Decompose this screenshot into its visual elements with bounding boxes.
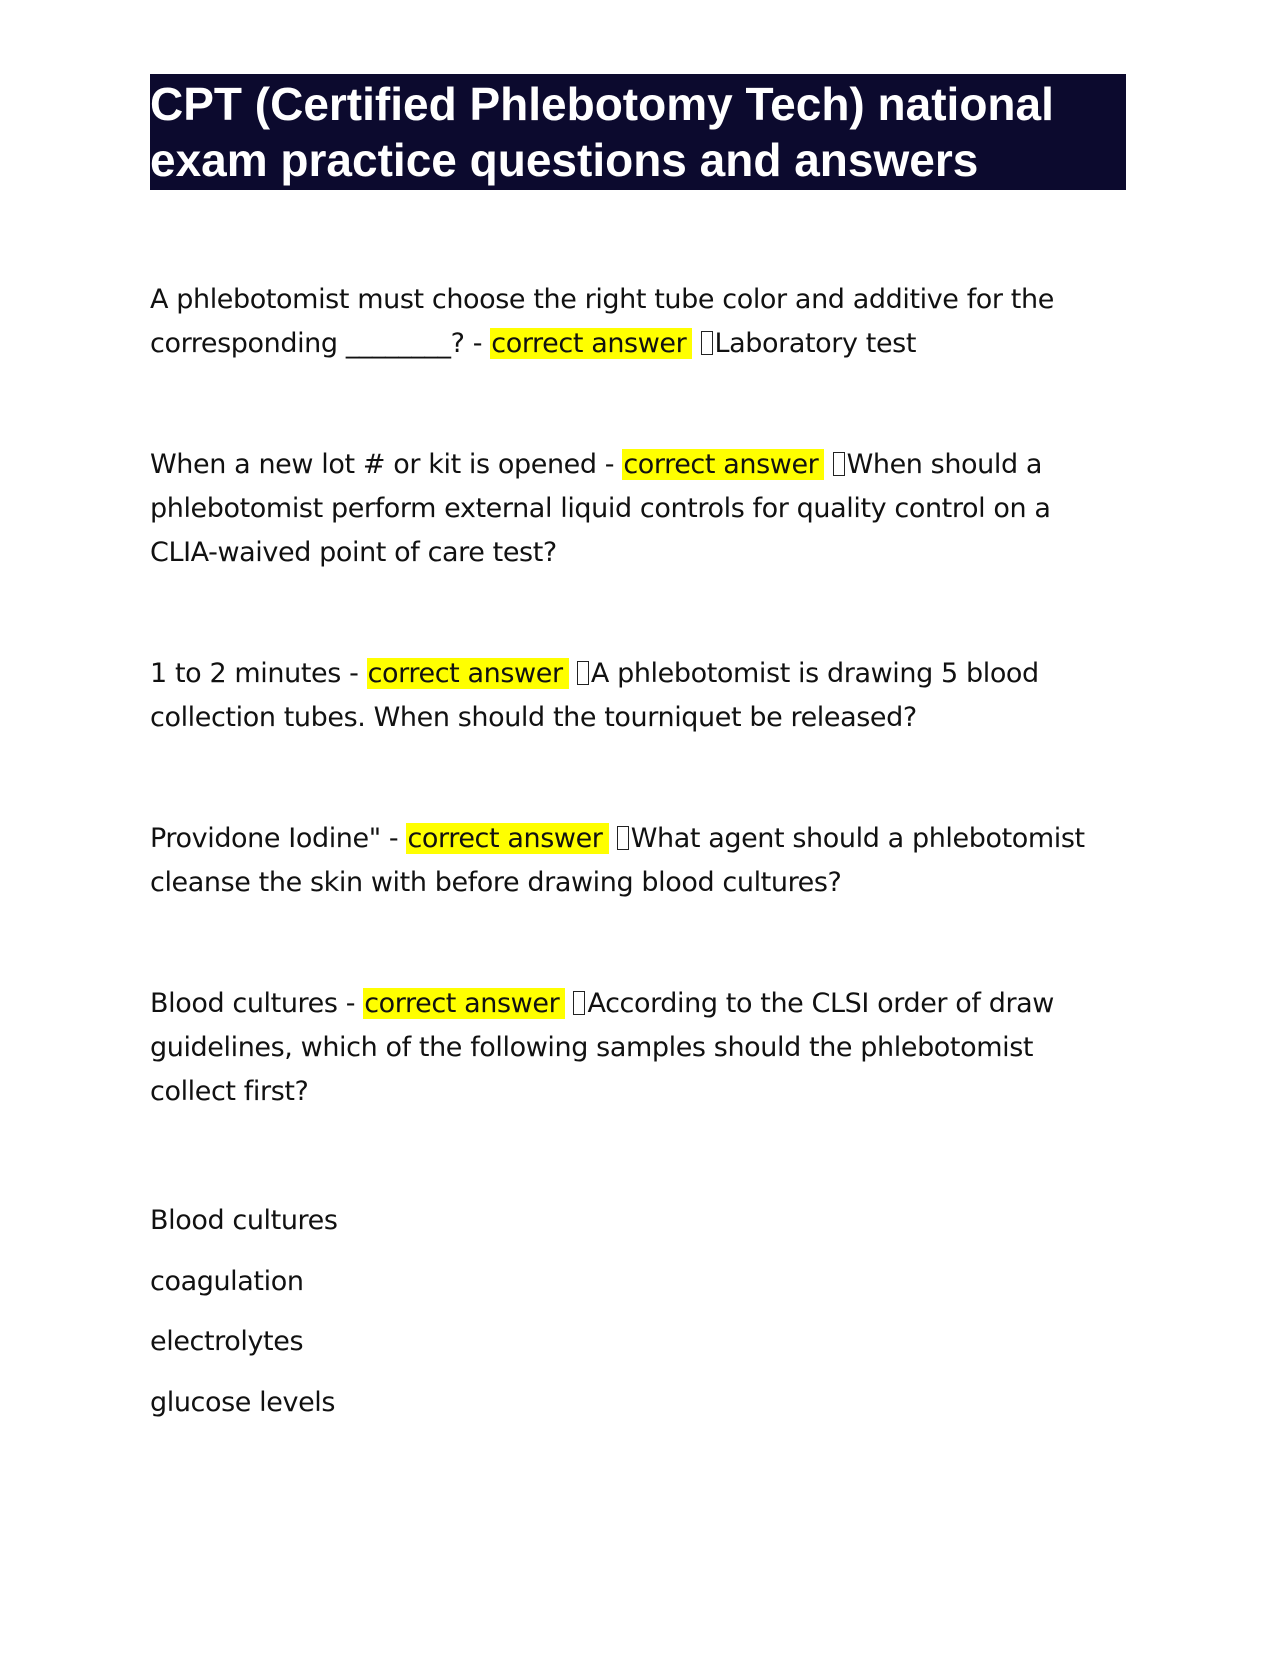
qa-item-4 xyxy=(150,817,1126,905)
document-title: CPT (Certified Phlebotomy Tech) national exam practice questions and answers xyxy=(150,74,1126,190)
qa-item-3 xyxy=(150,652,1126,740)
correct-answer-highlight: correct answer xyxy=(490,328,692,359)
list-item: electrolytes xyxy=(150,1326,304,1357)
qa-item-2-prompt: When a new lot # or kit is opened - xyxy=(150,449,623,480)
list-item: Blood cultures xyxy=(150,1205,338,1236)
qa-item-5-prompt: Blood cultures - xyxy=(150,988,364,1019)
qa-item-1-prompt: A phlebotomist must choose the right tube color and additive for the corresponding ________? - xyxy=(150,284,1054,359)
qa-item-2-text: When should a phlebotomist perform external liquid controls for quality control on a CLIA-waived point of care test? xyxy=(150,449,1051,568)
document-page xyxy=(150,74,1126,1418)
correct-answer-highlight: correct answer xyxy=(363,988,565,1019)
list-item: glucose levels xyxy=(150,1386,336,1418)
correct-answer-highlight: correct answer xyxy=(622,449,824,480)
answer-options-list xyxy=(150,1191,1126,1433)
qa-item-5 xyxy=(150,982,1126,1114)
qa-item-2 xyxy=(150,443,1126,575)
correct-answer-highlight: correct answer xyxy=(367,658,569,689)
missing-glyph-icon xyxy=(701,331,713,355)
qa-item-5-text: According to the CLSI order of draw guidelines, which of the following samples should the phlebotomist collect first? xyxy=(150,988,1054,1107)
missing-glyph-icon xyxy=(573,991,585,1015)
missing-glyph-icon xyxy=(617,826,629,850)
qa-item-4-text: What agent should a phlebotomist cleanse the skin with before drawing blood cultures? xyxy=(150,823,1085,898)
qa-item-4-prompt: Providone Iodine" - xyxy=(150,823,407,854)
qa-item-3-text: A phlebotomist is drawing 5 blood collection tubes. When should the tourniquet be released? xyxy=(150,658,1039,733)
missing-glyph-icon xyxy=(833,452,845,476)
qa-item-1 xyxy=(150,278,1126,366)
qa-item-1-text: Laboratory test xyxy=(714,328,917,359)
list-item: coagulation xyxy=(150,1265,304,1297)
qa-item-3-prompt: 1 to 2 minutes - xyxy=(150,658,367,689)
missing-glyph-icon xyxy=(577,661,589,685)
correct-answer-highlight: correct answer xyxy=(406,823,608,854)
